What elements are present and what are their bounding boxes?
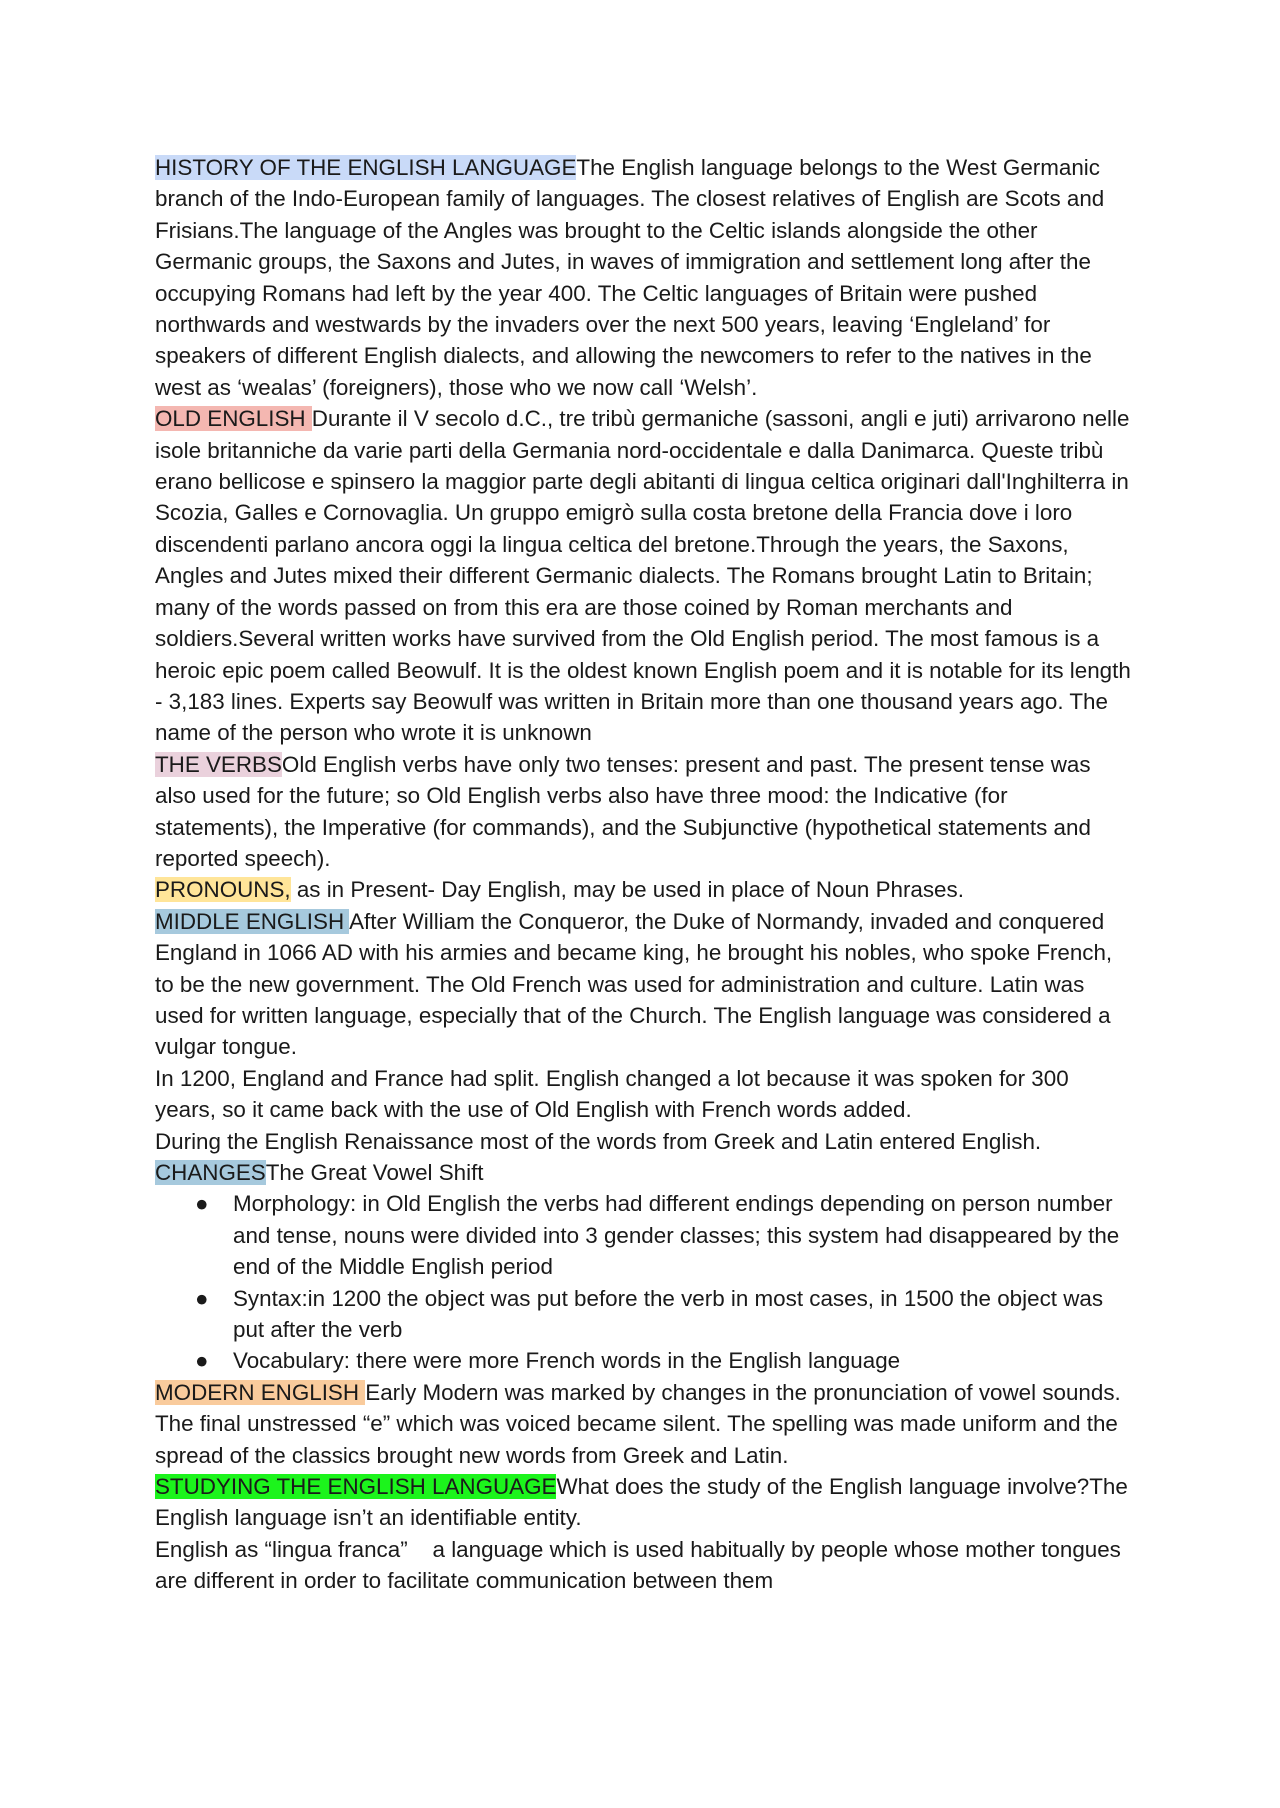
changes-paragraph [155,1157,1135,1188]
old-english-heading: OLD ENGLISH [155,406,312,432]
list-item [155,1283,1135,1346]
verbs-text: Old English verbs have only two tenses: present and past. The present tense was also used for the future; so Old English verbs also have three mood: the Indicative (for statements), the Imperative (for commands), and the Subjunctive (hypothetical statements and reported speech). [155,751,1091,871]
history-paragraph [155,152,1135,403]
verbs-heading: THE VERBS [155,751,282,777]
modern-english-paragraph [155,1377,1135,1471]
middle-english-paragraph-2: In 1200, England and France had split. English changed a lot because it was spoken for 300 years, so it came back with the use of Old English with French words added. [155,1065,1069,1123]
studying-text: What does the study of the English language involve?The English language isn’t an identifiable entity. [155,1474,1128,1531]
list-item [155,1345,1135,1376]
bullet-icon: ● [195,1191,209,1217]
pronouns-text: as in Present- Day English, may be used in place of Noun Phrases. [290,877,964,903]
old-english-paragraph [155,403,1135,748]
middle-english-text: After William the Conqueror, the Duke of Normandy, invaded and conquered England in 1066 AD with his armies and became king, he brought his nobles, who spoke French, to be the new government. The Old French was used for administration and culture. Latin was used for written language, especially that of the Church. The English language was considered a vulgar tongue. [155,908,1113,1060]
changes-heading: CHANGES [155,1160,266,1185]
changes-text: The Great Vowel Shift [265,1160,484,1185]
bullet-icon: ● [195,1285,209,1311]
history-text: The English language belongs to the West Germanic branch of the Indo-European family of languages. The closest relatives of English are Scots and Frisians.The language of the Angles was brought to the Celtic islands alongside the other Germanic groups, the Saxons and Jutes, in waves of immigration and settlement long after the occupying Romans had left by the year 400. The Celtic languages of Britain were pushed northwards and westwards by the invaders over the next 500 years, leaving ‘Engleland’ for speakers of different English dialects, and allowing the newcomers to refer to the natives in the west as ‘wealas’ (foreigners), those who we now call ‘Welsh’. [155,155,1105,400]
old-english-text: Durante il V secolo d.C., tre tribù germaniche (sassoni, angli e juti) arrivarono nelle isole britanniche da varie parti della Germania nord-occidentale e dalla Danimarca. Queste tribù erano bellicose e spinsero la maggior parte degli abitanti di lingua celtica originari dall'Inghilterra in Scozia, Galles e Cornovaglia. Un gruppo emigrò sulla costa bretone della Francia dove i loro discendenti parlano ancora oggi la lingua celtica del bretone.Through the years, the Saxons, Angles and Jutes mixed their different Germanic dialects. The Romans brought Latin to Britain; many of the words passed on from this era are those coined by Roman merchants and soldiers.Several written works have survived from the Old English period. The most famous is a heroic epic poem called Beowulf. It is the oldest known English poem and it is notable for its length - 3,183 lines. Experts say Beowulf was written in Britain more than one thousand years ago. The name of the person who wrote it is unknown [155,406,1131,746]
bullet-icon: ● [195,1348,209,1374]
modern-english-heading: MODERN ENGLISH [155,1379,366,1405]
middle-english-paragraph-3: During the English Renaissance most of the words from Greek and Latin entered English. [155,1128,1042,1154]
studying-paragraph [155,1471,1135,1534]
middle-english-paragraph [155,906,1135,1063]
list-item [155,1188,1135,1282]
document-body [155,152,1135,1597]
lingua-franca-paragraph: English as “lingua franca” a language which is used habitually by people whose mother tongues are different in order to facilitate communication between them [155,1536,1128,1594]
pronouns-paragraph [155,874,1135,905]
history-heading: HISTORY OF THE ENGLISH LANGUAGE [155,155,577,180]
studying-heading: STUDYING THE ENGLISH LANGUAGE [155,1474,557,1500]
middle-english-heading: MIDDLE ENGLISH [155,908,350,934]
list-item-text: Syntax:in 1200 the object was put before the verb in most cases, in 1500 the object was put after the verb [233,1285,1104,1343]
modern-english-text: Early Modern was marked by changes in the pronunciation of vowel sounds. The final unstressed “e” which was voiced became silent. The spelling was made uniform and the spread of the classics brought new words from Greek and Latin. [155,1379,1121,1468]
pronouns-heading: PRONOUNS, [155,877,291,903]
changes-list [155,1188,1135,1376]
verbs-paragraph [155,749,1135,875]
list-item-text: Vocabulary: there were more French words in the English language [233,1348,901,1374]
list-item-text: Morphology: in Old English the verbs had different endings depending on person number and tense, nouns were divided into 3 gender classes; this system had disappeared by the end of the Middle English period [233,1191,1120,1280]
